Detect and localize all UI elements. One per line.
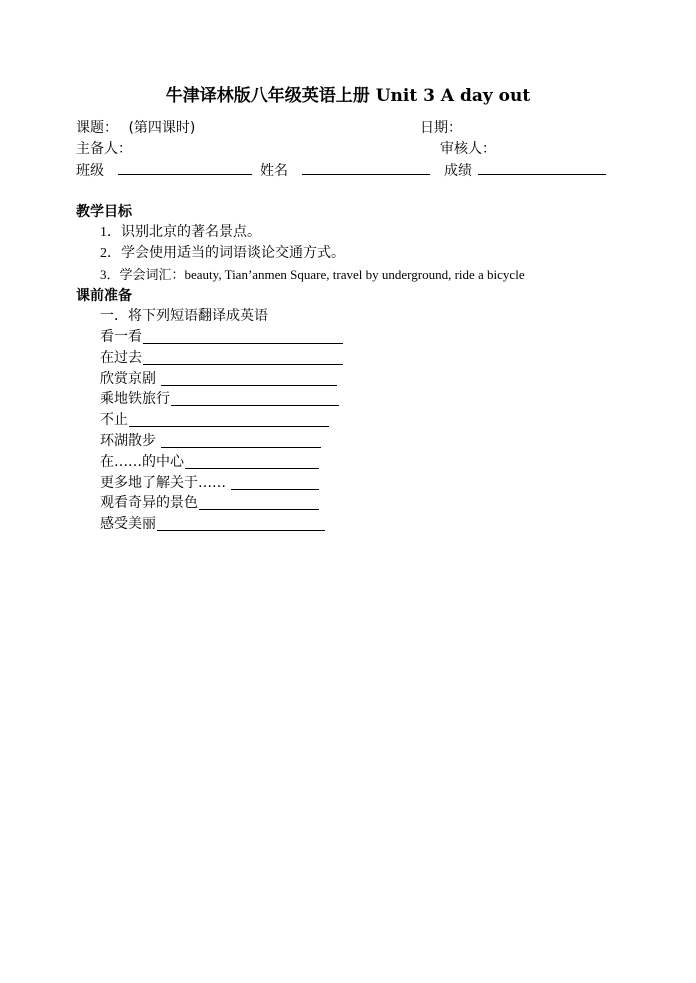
topic-label: 课题：	[76, 120, 118, 136]
name-blank[interactable]	[302, 160, 430, 175]
phrase-item	[100, 431, 321, 451]
objective-item-2	[100, 243, 345, 264]
phrase-answer-blank[interactable]	[161, 371, 337, 386]
phrase-answer-blank[interactable]	[129, 412, 329, 427]
name-label: 姓名	[260, 163, 288, 179]
topic-value: (第四课时)	[128, 120, 196, 136]
phrase-label: 环湖散步	[100, 433, 161, 449]
reviewer-label: 审核人：	[440, 141, 496, 157]
phrase-answer-blank[interactable]	[143, 350, 343, 365]
objective-text: 学会使用适当的词语谈论交通方式。	[121, 245, 345, 261]
preparation-task: 一．将下列短语翻译成英语	[100, 308, 268, 324]
phrase-label: 观看奇异的景色	[100, 495, 198, 512]
phrase-item	[100, 389, 339, 409]
class-label: 班级	[76, 163, 104, 179]
phrase-answer-blank[interactable]	[157, 516, 325, 531]
phrase-label: 不止	[100, 412, 128, 429]
objective-number: 3．	[100, 267, 120, 282]
phrase-item	[100, 493, 319, 513]
objective-item-3	[100, 265, 525, 286]
class-blank[interactable]	[118, 160, 252, 175]
phrase-answer-blank[interactable]	[171, 391, 339, 406]
score-label: 成绩	[444, 163, 472, 179]
class-line	[76, 160, 252, 181]
objective-text: 识别北京的著名景点。	[121, 224, 261, 240]
phrase-item	[100, 473, 319, 493]
score-blank[interactable]	[478, 160, 606, 175]
objective-item-1	[100, 222, 261, 243]
phrase-item	[100, 348, 343, 368]
phrase-item	[100, 410, 329, 430]
phrase-label: 更多地了解关于……	[100, 474, 231, 491]
phrase-label: 感受美丽	[100, 516, 156, 533]
phrase-label: 看一看	[100, 329, 142, 345]
objectives-heading: 教学目标	[76, 204, 132, 220]
phrase-label: 在……的中心	[100, 453, 184, 470]
name-line	[260, 160, 430, 181]
phrase-answer-blank[interactable]	[199, 495, 319, 510]
preparation-heading: 课前准备	[76, 288, 132, 304]
phrase-label: 乘地铁旅行	[100, 391, 170, 408]
objective-number: 2．	[100, 246, 121, 261]
objective-number: 1．	[100, 225, 121, 240]
phrase-answer-blank[interactable]	[161, 433, 321, 448]
phrase-label: 欣赏京剧	[100, 370, 161, 387]
phrase-item	[100, 327, 343, 347]
preparer-label: 主备人：	[76, 141, 132, 157]
phrase-answer-blank[interactable]	[185, 454, 319, 469]
phrase-item	[100, 514, 325, 534]
phrase-item	[100, 452, 319, 472]
document-title: 牛津译林版八年级英语上册 Unit 3 A day out	[165, 86, 531, 106]
phrase-label: 在过去	[100, 349, 142, 366]
date-label: 日期：	[420, 120, 462, 136]
score-line	[444, 160, 606, 181]
topic-line	[76, 118, 195, 138]
objective-text: 学会词汇：beauty, Tian’anmen Square, travel by underground, ride a bicycle	[119, 267, 525, 282]
phrase-answer-blank[interactable]	[143, 329, 343, 344]
phrase-answer-blank[interactable]	[231, 475, 319, 490]
phrase-item	[100, 369, 337, 389]
